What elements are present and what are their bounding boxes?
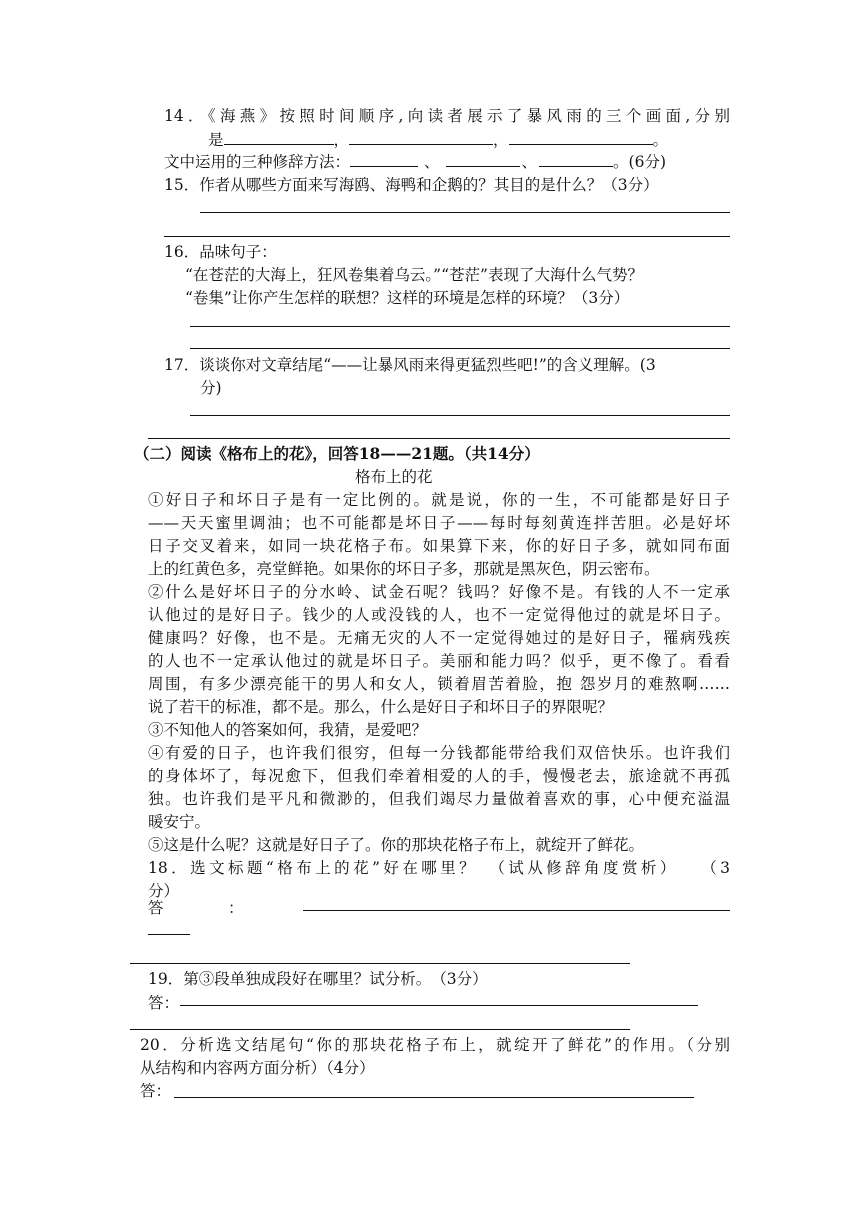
q18-answer-line-1[interactable]	[303, 910, 730, 911]
q15-answer-line-2[interactable]	[164, 236, 730, 237]
q14-line2	[208, 130, 668, 150]
q18-line1: 18．选文标题“格布上的花”好在哪里？ （试从修辞角度赏析） （3	[148, 859, 730, 877]
q17-answer-line-1[interactable]	[190, 415, 730, 416]
q20-line1: 20．分析选文结尾句“你的那块花格子布上，就绽开了鲜花”的作用。（分别	[140, 1036, 730, 1054]
passage-line: ——天天蜜里调油；也不可能都是坏日子——每时每刻黄连拌苦胆。必是好坏	[148, 514, 730, 532]
q18-answer-label-b: ：	[228, 899, 244, 917]
q14-blank-6[interactable]	[539, 152, 613, 167]
passage-line: 周围，有多少漂亮能干的男人和女人，锁着眉苦着脸，抱 怨岁月的难熬啊……	[148, 675, 730, 693]
q14-blank-1[interactable]	[224, 130, 334, 145]
q17-line1: 17．谈谈你对文章结尾“——让暴风雨来得更猛烈些吧!”的含义理解。(3	[164, 356, 656, 374]
passage-line: 认他过的是好日子。钱少的人或没钱的人，也不一定觉得他过的就是坏日子。	[148, 606, 730, 624]
passage-line: 说了若干的标准，都不是。那么，什么是好日子和坏日子的界限呢？	[148, 698, 614, 716]
q19-text: 19．第③段单独成段好在哪里？试分析。 （3分）	[148, 970, 488, 988]
q18-answer-line-3[interactable]	[130, 963, 630, 964]
q19-answer-label: 答：	[148, 994, 180, 1012]
q14-line3-end: 。(6分)	[613, 153, 667, 171]
passage-line: 的身体坏了，每况愈下，但我们牵着相爱的人的手，慢慢老去，旅途就不再孤	[148, 767, 730, 785]
q14-line3-sep2: 、	[521, 153, 538, 171]
q14-blank-3[interactable]	[509, 130, 653, 145]
q14-line2-end: 。	[652, 131, 669, 149]
q14-line3-sep1: 、	[424, 153, 440, 171]
q19-answer-line-2[interactable]	[130, 1029, 630, 1030]
q20-line2: 从结构和内容两方面分析）（4分）	[140, 1059, 375, 1077]
q18-answer-line-2[interactable]	[148, 934, 190, 935]
passage-line: 的人也不一定承认他过的就是坏日子。美丽和能力吗？似乎，更不像了。看看	[148, 652, 730, 670]
q19-answer-line-1[interactable]	[180, 1005, 698, 1006]
passage-line: 健康吗？好像，也不是。无痛无灾的人不一定觉得她过的是好日子，罹病残疾	[148, 629, 730, 647]
q14-blank-2[interactable]	[349, 130, 493, 145]
passage-title: 格布上的花	[355, 468, 433, 486]
q20-answer-line-1[interactable]	[174, 1097, 694, 1098]
passage-line: ②什么是好坏日子的分水岭、试金石呢？钱吗？好像不是。有钱的人不一定承	[148, 583, 730, 601]
passage-line: 暖安宁。	[148, 813, 211, 831]
passage-line: ①好日子和坏日子是有一定比例的。就是说，你的一生，不可能都是好日子	[148, 491, 730, 509]
q18-answer-label-a: 答	[148, 899, 164, 917]
q15-text: 15．作者从哪些方面来写海鸥、海鸭和企鹅的？其目的是什么？（3分）	[164, 176, 659, 194]
q17-answer-line-2[interactable]	[148, 438, 730, 439]
q14-sep2: ，	[493, 131, 509, 149]
passage-line: ④有爱的日子，也许我们很穷，但每一分钱都能带给我们双倍快乐。也许我们	[148, 744, 730, 762]
q18-line2: 分）	[148, 882, 180, 900]
passage-line: ⑤这是什么呢？这就是好日子了。你的那块花格子布上，就绽开了鲜花。	[148, 836, 645, 854]
passage-line: 日子交叉着来，如同一块花格子布。如果算下来，你的好日子多，就如同布面	[148, 537, 730, 555]
q14-sep1: ，	[333, 131, 350, 149]
q16-line2: “在苍茫的大海上，狂风卷集着乌云。”“苍茫”表现了大海什么气势？	[185, 266, 643, 284]
q16-line1: 16．品味句子：	[164, 243, 277, 261]
q20-answer-label: 答：	[140, 1082, 172, 1100]
q16-answer-line-1[interactable]	[190, 326, 730, 327]
passage-line: 上的红黄色多，亮堂鲜艳。如果你的坏日子多，那就是黑灰色，阴云密布。	[148, 560, 660, 578]
q14-blank-4[interactable]	[350, 152, 418, 167]
q14-line3	[164, 152, 666, 172]
q14-line3-prefix: 文中运用的三种修辞方法：	[164, 153, 351, 171]
passage-line: 独。也许我们是平凡和微渺的，但我们竭尽力量做着喜欢的事，心中便充溢温	[148, 790, 730, 808]
q15-answer-line-1[interactable]	[200, 212, 730, 213]
q14-line1: 14．《海燕》按照时间顺序,向读者展示了暴风雨的三个画面,分别	[164, 107, 730, 125]
passage-line: ③不知他人的答案如何，我猜，是爱吧？	[148, 721, 428, 739]
q16-line3: “卷集”让你产生怎样的联想？这样的环境是怎样的环境？（3分）	[185, 289, 630, 307]
q16-answer-line-2[interactable]	[190, 348, 730, 349]
q14-blank-5[interactable]	[446, 152, 520, 167]
section2-heading: （二）阅读《格布上的花》，回答18——21题。（共14分）	[134, 444, 540, 463]
q14-line2-prefix: 是	[208, 131, 224, 149]
q17-line2: 分)	[200, 379, 222, 397]
